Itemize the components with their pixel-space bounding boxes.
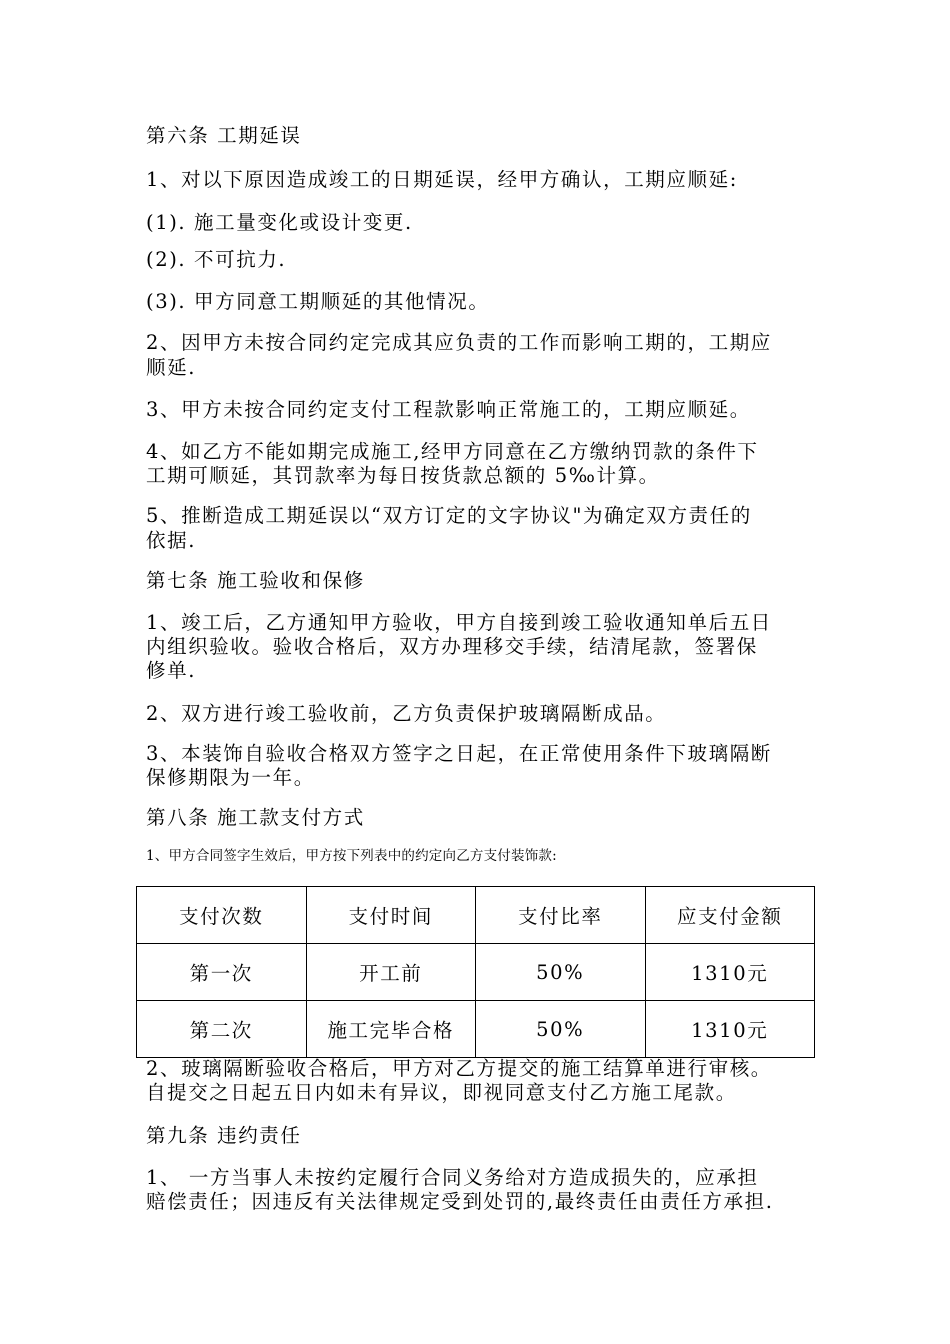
article-6-clause-5-line-2: 依据. (146, 529, 196, 552)
table-header-cell: 支付次数 (137, 887, 307, 944)
article-8-intro: 1、甲方合同签字生效后，甲方按下列表中的约定向乙方支付装饰款: (146, 848, 557, 864)
article-7-clause-3-line-2: 保修期限为一年。 (146, 766, 315, 789)
article-6-item-1: (1). 施工量变化或设计变更. (146, 211, 413, 234)
table-row (137, 944, 815, 1001)
table-cell: 1310元 (645, 1001, 815, 1058)
table-cell: 开工前 (306, 944, 476, 1001)
table-cell: 施工完毕合格 (306, 1001, 476, 1058)
article-7-heading: 第七条 施工验收和保修 (146, 569, 365, 592)
table-cell: 第一次 (137, 944, 307, 1001)
article-8-clause-2-line-1: 2、玻璃隔断验收合格后，甲方对乙方提交的施工结算单进行审核。 (146, 1057, 772, 1080)
article-7-clause-2: 2、双方进行竣工验收前，乙方负责保护玻璃隔断成品。 (146, 702, 667, 725)
article-9-clause-1-line-2: 赔偿责任；因违反有关法律规定受到处罚的,最终责任由责任方承担. (146, 1190, 774, 1213)
article-6-clause-3: 3、甲方未按合同约定支付工程款影响正常施工的，工期应顺延。 (146, 398, 751, 421)
article-7-clause-1-line-1: 1、竣工后，乙方通知甲方验收，甲方自接到竣工验收通知单后五日 (146, 611, 772, 634)
article-6-clause-4-line-2: 工期可顺延，其罚款率为每日按货款总额的 5‰计算。 (146, 464, 660, 487)
article-6-clause-2-line-1: 2、因甲方未按合同约定完成其应负责的工作而影响工期的，工期应 (146, 331, 772, 354)
table-header-cell: 应支付金额 (645, 887, 815, 944)
article-6-clause-5-line-1: 5、推断造成工期延误以“双方订定的文字协议"为确定双方责任的 (146, 504, 752, 527)
table-row (137, 1001, 815, 1058)
payment-schedule-table (136, 886, 815, 1058)
article-6-heading: 第六条 工期延误 (146, 124, 302, 147)
article-7-clause-3-line-1: 3、本装饰自验收合格双方签字之日起，在正常使用条件下玻璃隔断 (146, 742, 772, 765)
table-header-cell: 支付时间 (306, 887, 476, 944)
article-7-clause-1-line-2: 内组织验收。验收合格后，双方办理移交手续，结清尾款，签署保 (146, 635, 758, 658)
table-cell: 50% (476, 1001, 646, 1058)
article-8-clause-2-line-2: 自提交之日起五日内如未有异议，即视同意支付乙方施工尾款。 (146, 1081, 737, 1104)
article-6-clause-4-line-1: 4、如乙方不能如期完成施工,经甲方同意在乙方缴纳罚款的条件下 (146, 440, 759, 463)
table-header-cell: 支付比率 (476, 887, 646, 944)
article-6-clause-1: 1、对以下原因造成竣工的日期延误，经甲方确认，工期应顺延: (146, 168, 738, 191)
table-cell: 1310元 (645, 944, 815, 1001)
article-7-clause-1-line-3: 修单. (146, 659, 196, 682)
article-6-item-3: (3). 甲方同意工期顺延的其他情况。 (146, 290, 490, 313)
table-header-row (137, 887, 815, 944)
article-8-heading: 第八条 施工款支付方式 (146, 806, 365, 829)
article-9-clause-1-line-1: 1、 一方当事人未按约定履行合同义务给对方造成损失的，应承担 (146, 1166, 759, 1189)
article-6-item-2: (2). 不可抗力. (146, 248, 287, 271)
article-6-clause-2-line-2: 顺延. (146, 356, 196, 379)
table-cell: 第二次 (137, 1001, 307, 1058)
article-9-heading: 第九条 违约责任 (146, 1124, 302, 1147)
table-cell: 50% (476, 944, 646, 1001)
